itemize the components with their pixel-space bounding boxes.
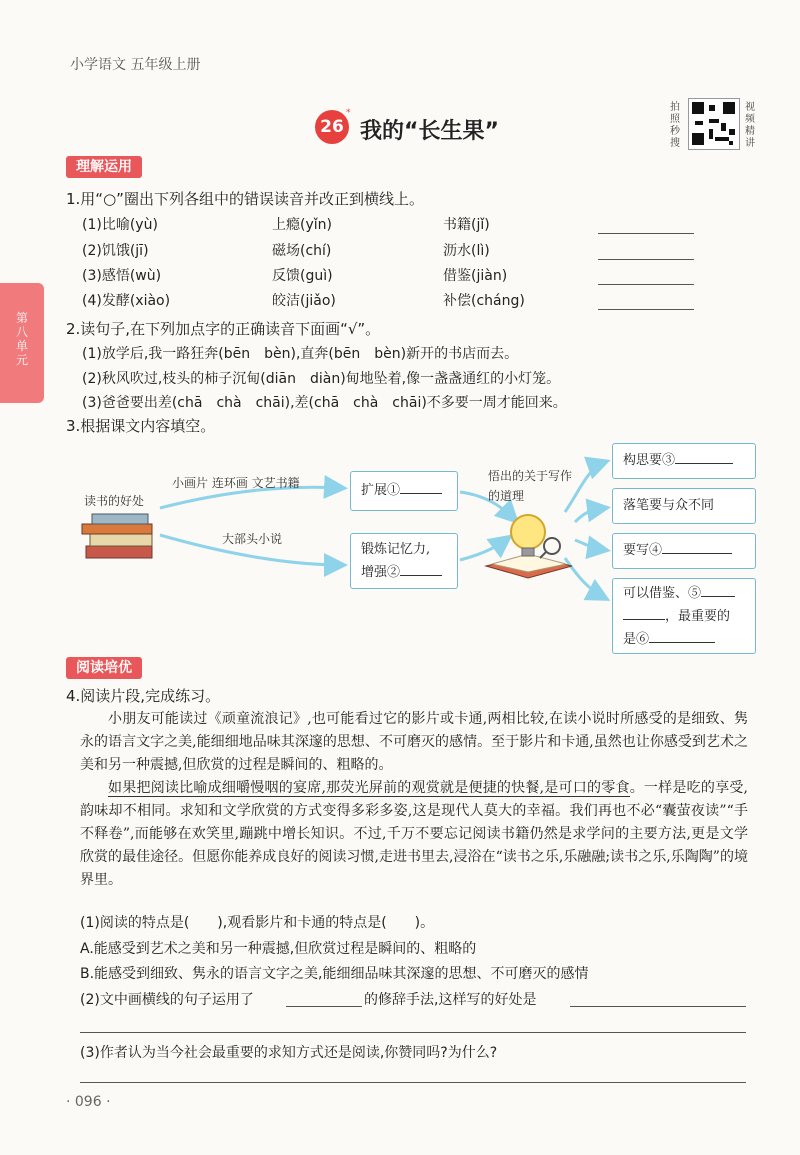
q4-rhetoric-blank[interactable] xyxy=(286,1006,362,1007)
passage-paragraph-2-rest: 。一样是吃的享受,韵味却不相同。求知和文学欣赏的方式变得多彩多姿,这是现代人莫大的幸福。我们再也不必“囊萤夜读”“手不释卷”,而能够在欢笑里,蹦跳中增长知识。不过,千万不要忘记阅读书籍仍然是求学问的主要方法,更是文学欣赏的最佳途径。但愿你能养成良好的阅读习惯,走进书里去,浸浴在“读书之乐,乐融融;读书之乐,乐陶陶”的境界里。 xyxy=(80,780,749,888)
q3-right-box-2-label: 落笔要与众不同 xyxy=(623,498,715,513)
qr-caption-right: 视频精讲 xyxy=(745,102,755,149)
q1-item-3-2[interactable]: 反馈(guì) xyxy=(272,268,333,284)
q3-right-box-1[interactable] xyxy=(612,443,756,479)
q3-insight-label: 悟出的关于写作的道理 xyxy=(488,469,573,503)
q3-right-box-2 xyxy=(612,488,756,524)
q3-box-expand[interactable] xyxy=(350,471,458,511)
q1-item-4-2[interactable]: 皎洁(jiǎo) xyxy=(272,293,336,309)
q3-arrow-label-top: 小画片 连环画 文艺书籍 xyxy=(172,476,300,490)
q1-answer-line-2[interactable] xyxy=(598,259,694,260)
q3-right-box-3[interactable] xyxy=(612,533,756,569)
q1-answer-line-3[interactable] xyxy=(598,284,694,285)
unit-side-tab: 第八单元 xyxy=(0,283,44,403)
question-2-stem: 2.读句子,在下列加点字的正确读音下面画“√”。 xyxy=(66,320,381,338)
q3-box-expand-label: 扩展① xyxy=(361,483,401,498)
q4-option-a[interactable]: A.能感受到艺术之美和另一种震撼,但欣赏过程是瞬间的、粗略的 xyxy=(80,941,477,957)
q1-item-3-3[interactable]: 借鉴(jiàn) xyxy=(443,268,508,284)
passage-paragraph-2 xyxy=(80,777,748,892)
q3-box-memory-line2: 增强② xyxy=(361,565,401,580)
question-3-stem: 3.根据课文内容填空。 xyxy=(66,417,216,435)
q3-box-memory[interactable] xyxy=(350,533,458,589)
q1-item-3-1[interactable]: (3)感悟(wù) xyxy=(82,268,162,284)
q1-item-1-3[interactable]: 书籍(jǐ) xyxy=(443,217,490,233)
q1-answer-line-4[interactable] xyxy=(598,309,694,310)
q1-item-2-1[interactable]: (2)饥饿(jī) xyxy=(82,243,149,259)
reading-passage xyxy=(80,708,748,892)
q4-benefit-blank[interactable] xyxy=(570,1006,746,1007)
q1-item-1-2[interactable]: 上瘾(yǐn) xyxy=(272,217,332,233)
q3-blank-1[interactable] xyxy=(400,493,442,494)
q3-blank-5b[interactable] xyxy=(623,619,665,620)
q4-sub-question-2b: 的修辞手法,这样写的好处是 xyxy=(364,992,537,1008)
q3-right-box-1-label: 构思要③ xyxy=(623,453,676,468)
qr-caption-left: 拍照秒搜 xyxy=(670,102,680,149)
q4-sub-question-3: (3)作者认为当今社会最重要的求知方式还是阅读,你赞同吗?为什么? xyxy=(80,1045,498,1061)
q3-right-box-3-label: 要写④ xyxy=(623,543,663,558)
q3-blank-2[interactable] xyxy=(400,575,442,576)
passage-paragraph-1: 小朋友可能读过《顽童流浪记》,也可能看过它的影片或卡通,两相比较,在读小说时所感受的是细致、隽永的语言文字之美,能细细地品味其深邃的思想、不可磨灭的感情。至于影片和卡通,虽然也让你感受到艺术之美和另一种震撼,但欣赏的过程是瞬间的、粗略的。 xyxy=(80,711,748,773)
q1-item-4-1[interactable]: (4)发酵(xiào) xyxy=(82,293,171,309)
q3-right-box-4-line3: 是⑥ xyxy=(623,632,650,647)
q1-item-4-3[interactable]: 补偿(cháng) xyxy=(443,293,525,309)
section-tag-comprehension: 理解运用 xyxy=(66,156,142,178)
section-tag-reading: 阅读培优 xyxy=(66,657,142,679)
q2-sentence-2[interactable]: (2)秋风吹过,枝头的柿子沉甸(diān diàn)甸地坠着,像一盏盏通红的小灯笼。 xyxy=(82,371,561,387)
q1-item-2-2[interactable]: 磁场(chí) xyxy=(272,243,332,259)
q4-sub-question-2a: (2)文中画横线的句子运用了 xyxy=(80,992,254,1008)
lesson-optional-mark: * xyxy=(346,108,351,118)
q3-right-box-4[interactable] xyxy=(612,578,756,654)
q4-answer-line-3[interactable] xyxy=(80,1082,746,1083)
lesson-title: 我的“长生果” xyxy=(360,119,499,144)
q3-right-box-4-line2: ，最重要的 xyxy=(665,609,731,624)
q3-right-box-4-line1: 可以借鉴、⑤ xyxy=(623,586,702,601)
lightbulb-book-icon xyxy=(482,508,577,580)
q1-answer-line-1[interactable] xyxy=(598,233,694,234)
q3-box-memory-line1: 锻炼记忆力, xyxy=(361,542,431,557)
q4-answer-line-2[interactable] xyxy=(80,1032,746,1033)
page-number: · 096 · xyxy=(66,1094,111,1110)
q1-item-2-3[interactable]: 沥水(lì) xyxy=(443,243,490,259)
lesson-number-badge: 26 xyxy=(315,110,349,144)
qr-code-icon[interactable] xyxy=(688,98,740,150)
q3-start-label: 读书的好处 xyxy=(84,494,145,508)
q3-arrow-label-bottom: 大部头小说 xyxy=(222,532,283,546)
books-illustration-icon xyxy=(78,512,160,564)
q1-item-1-1[interactable]: (1)比喻(yù) xyxy=(82,217,158,233)
q4-option-b[interactable]: B.能感受到细致、隽永的语言文字之美,能细细品味其深邃的思想、不可磨灭的感情 xyxy=(80,966,589,982)
q2-sentence-3[interactable]: (3)爸爸要出差(chā chà chāi),差(chā chà chāi)不多要一周才能回来。 xyxy=(82,395,567,411)
question-1-stem: 1.用“○”圈出下列各组中的错误读音并改正到横线上。 xyxy=(66,190,424,208)
q3-blank-6[interactable] xyxy=(649,642,715,643)
question-4-stem: 4.阅读片段,完成练习。 xyxy=(66,687,221,705)
q2-sentence-1[interactable]: (1)放学后,我一路狂奔(bēn bèn),直奔(bēn bèn)新开的书店而去。 xyxy=(82,346,519,362)
passage-underlined-sentence: 如果把阅读比喻成细嚼慢咽的宴席,那荧光屏前的观赏就是便捷的快餐,是可口的零食 xyxy=(108,780,630,796)
q4-sub-question-1[interactable]: (1)阅读的特点是( ),观看影片和卡通的特点是( )。 xyxy=(80,915,435,931)
q3-blank-5[interactable] xyxy=(701,596,735,597)
q3-blank-4[interactable] xyxy=(662,553,732,554)
q3-blank-3[interactable] xyxy=(675,463,733,464)
book-title: 小学语文 五年级上册 xyxy=(70,57,201,73)
